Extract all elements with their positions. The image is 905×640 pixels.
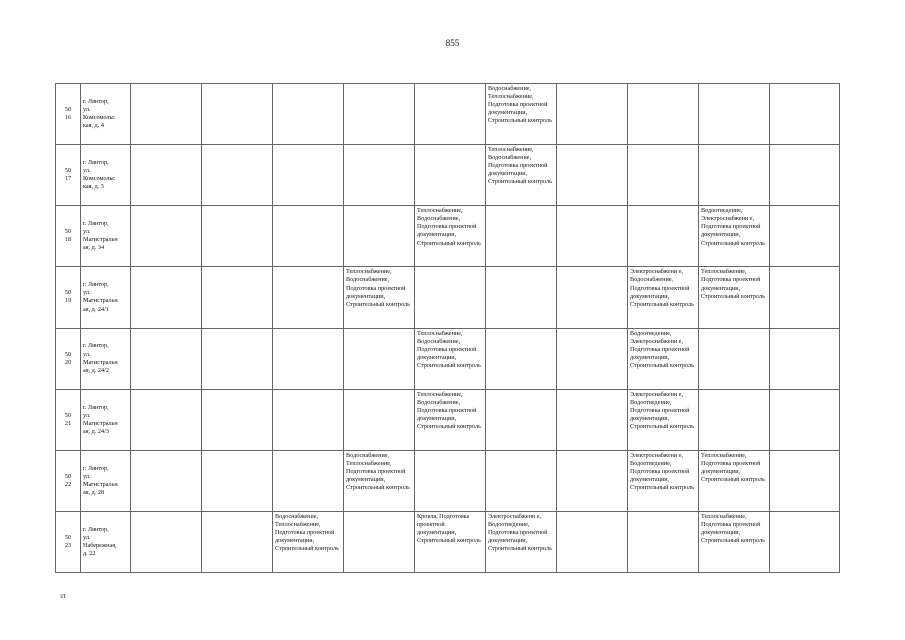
work-type-cell <box>273 206 344 267</box>
address-cell: г. Лянтор, ул. Набережная, д. 22 <box>81 511 131 572</box>
work-type-cell: Теплоснабжение, Водоснабжение, Подготовка проектной документации, Строительный контроль <box>415 328 486 389</box>
address-cell: г. Лянтор, ул. Магистральн ая, д. 28 <box>81 450 131 511</box>
work-type-cell <box>344 389 415 450</box>
table-row <box>56 145 840 206</box>
work-type-cell: Водоснабжение, Теплоснабжение, Подготовка проектной документации, Строительный контроль <box>273 511 344 572</box>
work-type-cell <box>770 267 840 328</box>
row-number-cell: 50 22 <box>56 450 81 511</box>
table-row <box>56 267 840 328</box>
table-row <box>56 206 840 267</box>
work-type-cell <box>486 328 557 389</box>
work-type-cell <box>273 328 344 389</box>
work-type-cell <box>628 145 699 206</box>
work-type-cell <box>770 328 840 389</box>
work-type-cell <box>770 84 840 145</box>
work-type-cell <box>131 511 202 572</box>
table-body <box>56 84 840 573</box>
row-number-cell: 50 16 <box>56 84 81 145</box>
work-type-cell <box>770 450 840 511</box>
work-type-cell <box>486 389 557 450</box>
work-type-cell: Теплоснабжение, Водоснабжение, Подготовка проектной документации, Строительный контроль <box>415 206 486 267</box>
work-type-cell <box>557 84 628 145</box>
work-type-cell <box>770 206 840 267</box>
work-type-cell: Водоотведение, Электроснабжени е, Подготовка проектной документации, Строительный контроль <box>699 206 770 267</box>
work-type-cell <box>486 206 557 267</box>
work-type-cell <box>202 328 273 389</box>
work-type-cell: Теплоснабжение, Водоснабжение, Подготовка проектной документации, Строительный контроль <box>415 389 486 450</box>
work-type-cell: Теплоснабжение, Водоснабжение, Подготовка проектной документации, Строительный контроль <box>344 267 415 328</box>
work-type-cell <box>415 450 486 511</box>
page-number: 855 <box>445 38 460 48</box>
table-row <box>56 511 840 572</box>
row-number-cell: 50 23 <box>56 511 81 572</box>
work-type-cell <box>628 206 699 267</box>
address-cell: г. Лянтор, ул. Комсомольс кая, д. 4 <box>81 84 131 145</box>
work-type-cell <box>770 389 840 450</box>
work-type-cell: Электроснабжени е, Водоотведение, Подготовка проектной документации, Строительный контроль <box>486 511 557 572</box>
work-type-cell <box>202 267 273 328</box>
work-type-cell: Водоснабжение, Теплоснабжение, Подготовка проектной документации, Строительный контроль <box>486 84 557 145</box>
work-type-cell <box>273 450 344 511</box>
table-row <box>56 84 840 145</box>
work-type-cell: Кровля, Подготовка проектной документации, Строительный контроль <box>415 511 486 572</box>
address-cell: г. Лянтор, ул. Магистральн ая, д. 24/1 <box>81 267 131 328</box>
work-type-cell <box>415 267 486 328</box>
table-row <box>56 328 840 389</box>
row-number-cell: 50 19 <box>56 267 81 328</box>
work-type-cell <box>131 389 202 450</box>
work-type-cell <box>557 206 628 267</box>
work-type-cell <box>486 450 557 511</box>
work-type-cell <box>699 84 770 145</box>
address-cell: г. Лянтор, ул. Магистральн ая, д. 34 <box>81 206 131 267</box>
work-type-cell <box>273 389 344 450</box>
work-type-cell <box>131 328 202 389</box>
work-type-cell <box>699 328 770 389</box>
work-type-cell <box>131 145 202 206</box>
repair-schedule-table <box>55 83 840 573</box>
work-type-cell <box>344 206 415 267</box>
row-number-cell: 50 21 <box>56 389 81 450</box>
work-type-cell: Теплоснабжение, Водоснабжение, Подготовка проектной документации, Строительный контроль <box>486 145 557 206</box>
table-row <box>56 389 840 450</box>
work-type-cell: Теплоснабжение, Подготовка проектной документации, Строительный контроль <box>699 511 770 572</box>
work-type-cell <box>202 389 273 450</box>
work-type-cell: Электроснабжени е, Водоотведение, Подготовка проектной документации, Строительный контроль <box>628 389 699 450</box>
address-cell: г. Лянтор, ул. Магистральн ая, д. 24/2 <box>81 328 131 389</box>
work-type-cell <box>770 511 840 572</box>
work-type-cell <box>273 145 344 206</box>
work-type-cell <box>557 511 628 572</box>
work-type-cell <box>131 84 202 145</box>
work-type-cell <box>628 84 699 145</box>
address-cell: г. Лянтор, ул. Магистральн ая, д. 24/3 <box>81 389 131 450</box>
work-type-cell <box>131 206 202 267</box>
work-type-cell <box>628 511 699 572</box>
work-type-cell: Водоотведение, Электроснабжени е, Подготовка проектной документации, Строительный контроль <box>628 328 699 389</box>
work-type-cell <box>344 511 415 572</box>
work-type-cell <box>699 145 770 206</box>
work-type-cell <box>131 267 202 328</box>
work-type-cell: Электроснабжени е, Водоотведение, Подготовка проектной документации, Строительный контроль <box>628 450 699 511</box>
work-type-cell <box>344 145 415 206</box>
work-type-cell <box>202 206 273 267</box>
row-number-cell: 50 18 <box>56 206 81 267</box>
work-type-cell <box>415 145 486 206</box>
work-type-cell <box>202 145 273 206</box>
work-type-cell <box>202 450 273 511</box>
work-type-cell <box>273 84 344 145</box>
work-type-cell: Водоснабжение, Теплоснабжение, Подготовка проектной документации, Строительный контроль <box>344 450 415 511</box>
work-type-cell <box>557 450 628 511</box>
work-type-cell <box>486 267 557 328</box>
work-type-cell <box>202 84 273 145</box>
work-type-cell <box>415 84 486 145</box>
row-number-cell: 50 17 <box>56 145 81 206</box>
work-type-cell <box>557 145 628 206</box>
work-type-cell: Теплоснабжение, Подготовка проектной документации, Строительный контроль <box>699 267 770 328</box>
address-cell: г. Лянтор, ул. Комсомольс кая, д. 5 <box>81 145 131 206</box>
table-row <box>56 450 840 511</box>
work-type-cell <box>557 267 628 328</box>
work-type-cell <box>344 84 415 145</box>
work-type-cell: Теплоснабжение, Подготовка проектной документации, Строительный контроль <box>699 450 770 511</box>
work-type-cell <box>131 450 202 511</box>
footer-mark: зт <box>60 592 66 600</box>
row-number-cell: 50 20 <box>56 328 81 389</box>
work-type-cell <box>699 389 770 450</box>
work-type-cell <box>202 511 273 572</box>
work-type-cell <box>770 145 840 206</box>
work-type-cell: Электроснабжени е, Водоснабжение, Подготовка проектной документации, Строительный контроль <box>628 267 699 328</box>
work-type-cell <box>273 267 344 328</box>
work-type-cell <box>557 328 628 389</box>
work-type-cell <box>557 389 628 450</box>
work-type-cell <box>344 328 415 389</box>
